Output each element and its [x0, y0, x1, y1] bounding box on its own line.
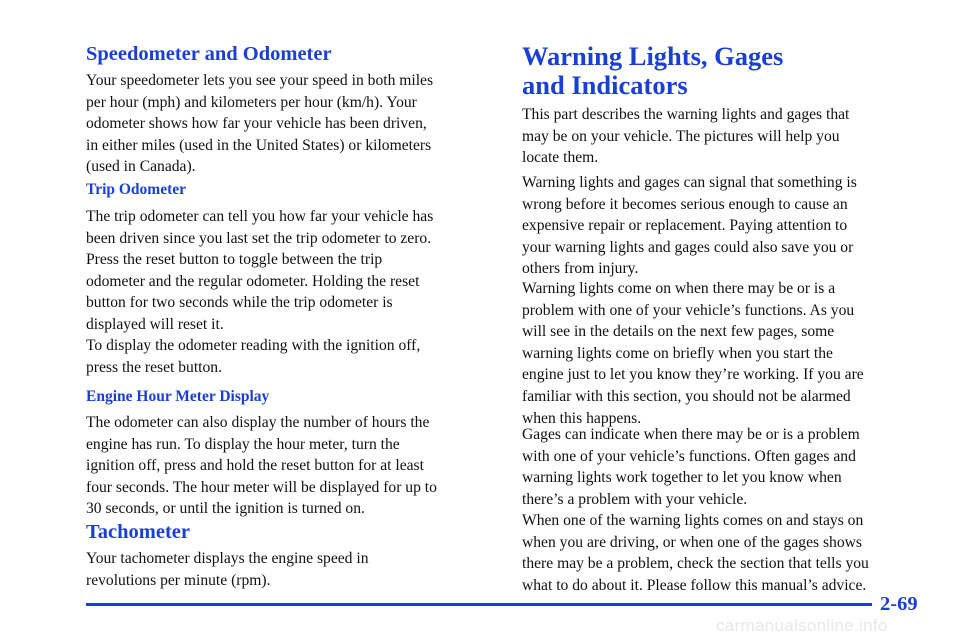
footer-rule: [86, 603, 872, 606]
site-watermark: carmanualsonline.info: [716, 616, 888, 635]
warning-lights-heading: Warning Lights, Gages and Indicators: [522, 41, 784, 100]
warning-lights-paragraph-5: When one of the warning lights comes on and stays on when you are driving, or when one of the gages shows there may be a problem, check the section that tells you what to do about it. Please follow this manual’s advice.: [522, 512, 869, 594]
engine-hour-meter-heading: Engine Hour Meter Display: [86, 388, 270, 405]
warning-lights-paragraph-3: Warning lights come on when there may be or is a problem with one of your vehicle’s functions. As you will see in the details on the next few pages, some warning lights come on briefly when you start the engine just to let you know they’re working. If you are familiar with this section, you should not be alarmed when this happens.: [522, 280, 864, 427]
warning-lights-paragraph-1: This part describes the warning lights and gages that may be on your vehicle. The pictures will help you locate them.: [522, 106, 850, 167]
page-number: 2-69: [880, 593, 918, 615]
speedometer-paragraph: Your speedometer lets you see your speed in both miles per hour (mph) and kilometers per hour (km/h). Your odometer shows how far your vehicle has been driven, in either miles (used in the United States) or kilometers (used in Canada).: [86, 72, 434, 176]
speedometer-heading: Speedometer and Odometer: [86, 43, 332, 65]
tachometer-paragraph: Your tachometer displays the engine speed in revolutions per minute (rpm).: [86, 550, 369, 589]
warning-lights-paragraph-4: Gages can indicate when there may be or is a problem with one of your vehicle’s functions. Often gages and warning lights work together to let you know when there’s a problem with your vehicle.: [522, 426, 860, 508]
trip-odometer-heading: Trip Odometer: [86, 181, 187, 198]
trip-odometer-paragraph-2: Press the reset button to toggle between the trip odometer and the regular odometer. Holding the reset button for two seconds while the trip odometer is displayed will reset it.: [86, 251, 420, 333]
trip-odometer-paragraph-1: The trip odometer can tell you how far your vehicle has been driven since you last set the trip odometer to zero.: [86, 208, 434, 247]
warning-lights-paragraph-2: Warning lights and gages can signal that something is wrong before it becomes serious enough to cause an expensive repair or replacement. Paying attention to your warning lights and gages could also save you or others from injury.: [522, 174, 857, 278]
tachometer-heading: Tachometer: [86, 521, 190, 543]
engine-hour-meter-paragraph: The odometer can also display the number of hours the engine has run. To display the hour meter, turn the ignition off, press and hold the reset button for at least four seconds. The hour meter will be displayed for up to 30 seconds, or until the ignition is turned on.: [86, 414, 437, 518]
trip-odometer-paragraph-3: To display the odometer reading with the ignition off, press the reset button.: [86, 337, 421, 376]
